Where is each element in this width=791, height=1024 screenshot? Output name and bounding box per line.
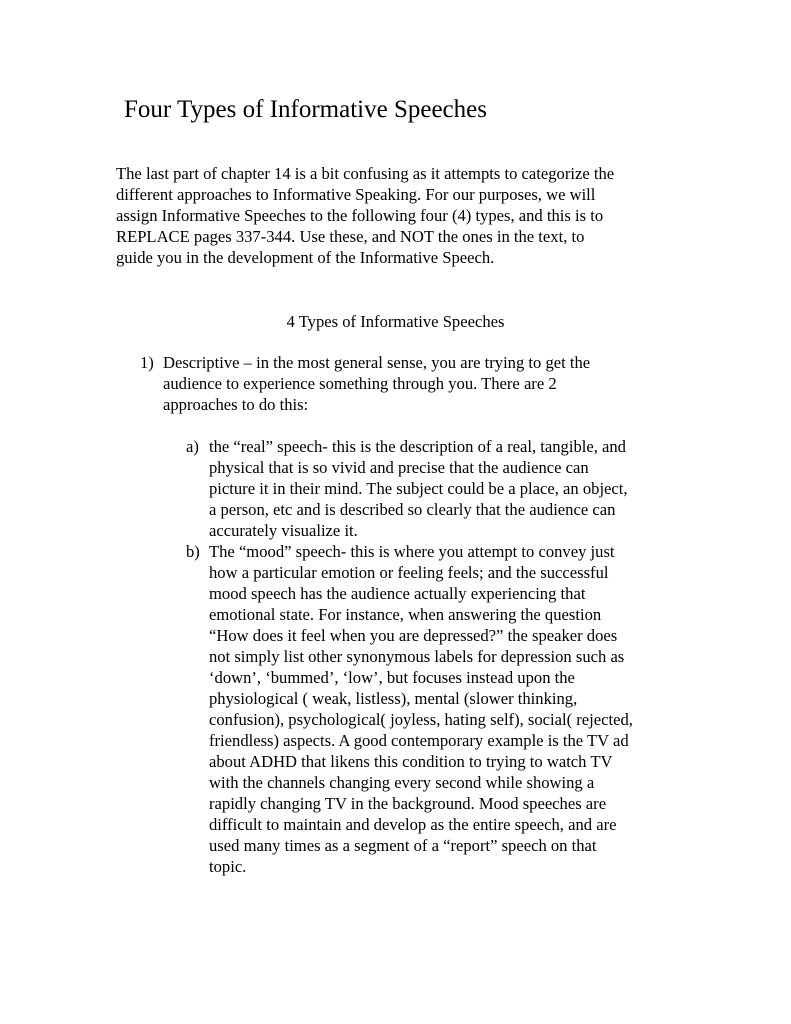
sub-item-line: about ADHD that likens this condition to trying to watch TV	[209, 752, 613, 771]
list-marker: 1)	[140, 353, 154, 372]
list-item-line: approaches to do this:	[163, 395, 309, 414]
intro-line: assign Informative Speeches to the following four (4) types, and this is to	[116, 206, 604, 225]
sub-item-line: ‘down’, ‘bummed’, ‘low’, but focuses instead upon the	[209, 668, 575, 687]
intro-line: The last part of chapter 14 is a bit confusing as it attempts to categorize the	[116, 164, 615, 183]
sub-item-line: picture it in their mind. The subject could be a place, an object,	[209, 479, 628, 498]
sub-item-line: physical that is so vivid and precise that the audience can	[209, 458, 589, 477]
sub-item-line: accurately visualize it.	[209, 521, 358, 540]
intro-line: different approaches to Informative Speaking. For our purposes, we will	[116, 185, 596, 204]
section-heading-text: 4 Types of Informative Speeches	[286, 312, 505, 331]
sub-item-line: a person, etc and is described so clearly that the audience can	[209, 500, 616, 519]
sub-item-line: friendless) aspects. A good contemporary example is the TV ad	[209, 731, 629, 750]
sub-item-text	[209, 541, 689, 877]
sub-item-line: mood speech has the audience actually experiencing that	[209, 584, 586, 603]
intro-line: REPLACE pages 337-344. Use these, and NOT the ones in the text, to	[116, 227, 585, 246]
section-heading	[0, 311, 791, 332]
sub-item-marker: a)	[186, 437, 199, 456]
sub-item-line: topic.	[209, 857, 247, 876]
sub-item-line: used many times as a segment of a “report” speech on that	[209, 836, 597, 855]
page-title: Four Types of Informative Speeches	[124, 96, 487, 123]
intro-line: guide you in the development of the Informative Speech.	[116, 248, 495, 267]
sub-item-line: how a particular emotion or feeling feels; and the successful	[209, 563, 609, 582]
sub-item-line: “How does it feel when you are depressed?” the speaker does	[209, 626, 618, 645]
sub-item-line: confusion), psychological( joyless, hating self), social( rejected,	[209, 710, 633, 729]
sub-item-line: emotional state. For instance, when answering the question	[209, 605, 602, 624]
list-item-text	[163, 352, 663, 415]
list-item-line: audience to experience something through you. There are 2	[163, 374, 557, 393]
list-item-line: Descriptive – in the most general sense, you are trying to get the	[163, 353, 591, 372]
sub-item-line: difficult to maintain and develop as the entire speech, and are	[209, 815, 617, 834]
sub-item-line: The “mood” speech- this is where you attempt to convey just	[209, 542, 615, 561]
sub-item-line: rapidly changing TV in the background. Mood speeches are	[209, 794, 607, 813]
sub-item-line: the “real” speech- this is the description of a real, tangible, and	[209, 437, 626, 456]
sub-item-text	[209, 436, 689, 541]
sub-item-line: not simply list other synonymous labels for depression such as	[209, 647, 625, 666]
sub-item-marker: b)	[186, 542, 200, 561]
sub-item-line: physiological ( weak, listless), mental (slower thinking,	[209, 689, 578, 708]
intro-paragraph	[116, 163, 676, 268]
sub-item-line: with the channels changing every second while showing a	[209, 773, 595, 792]
